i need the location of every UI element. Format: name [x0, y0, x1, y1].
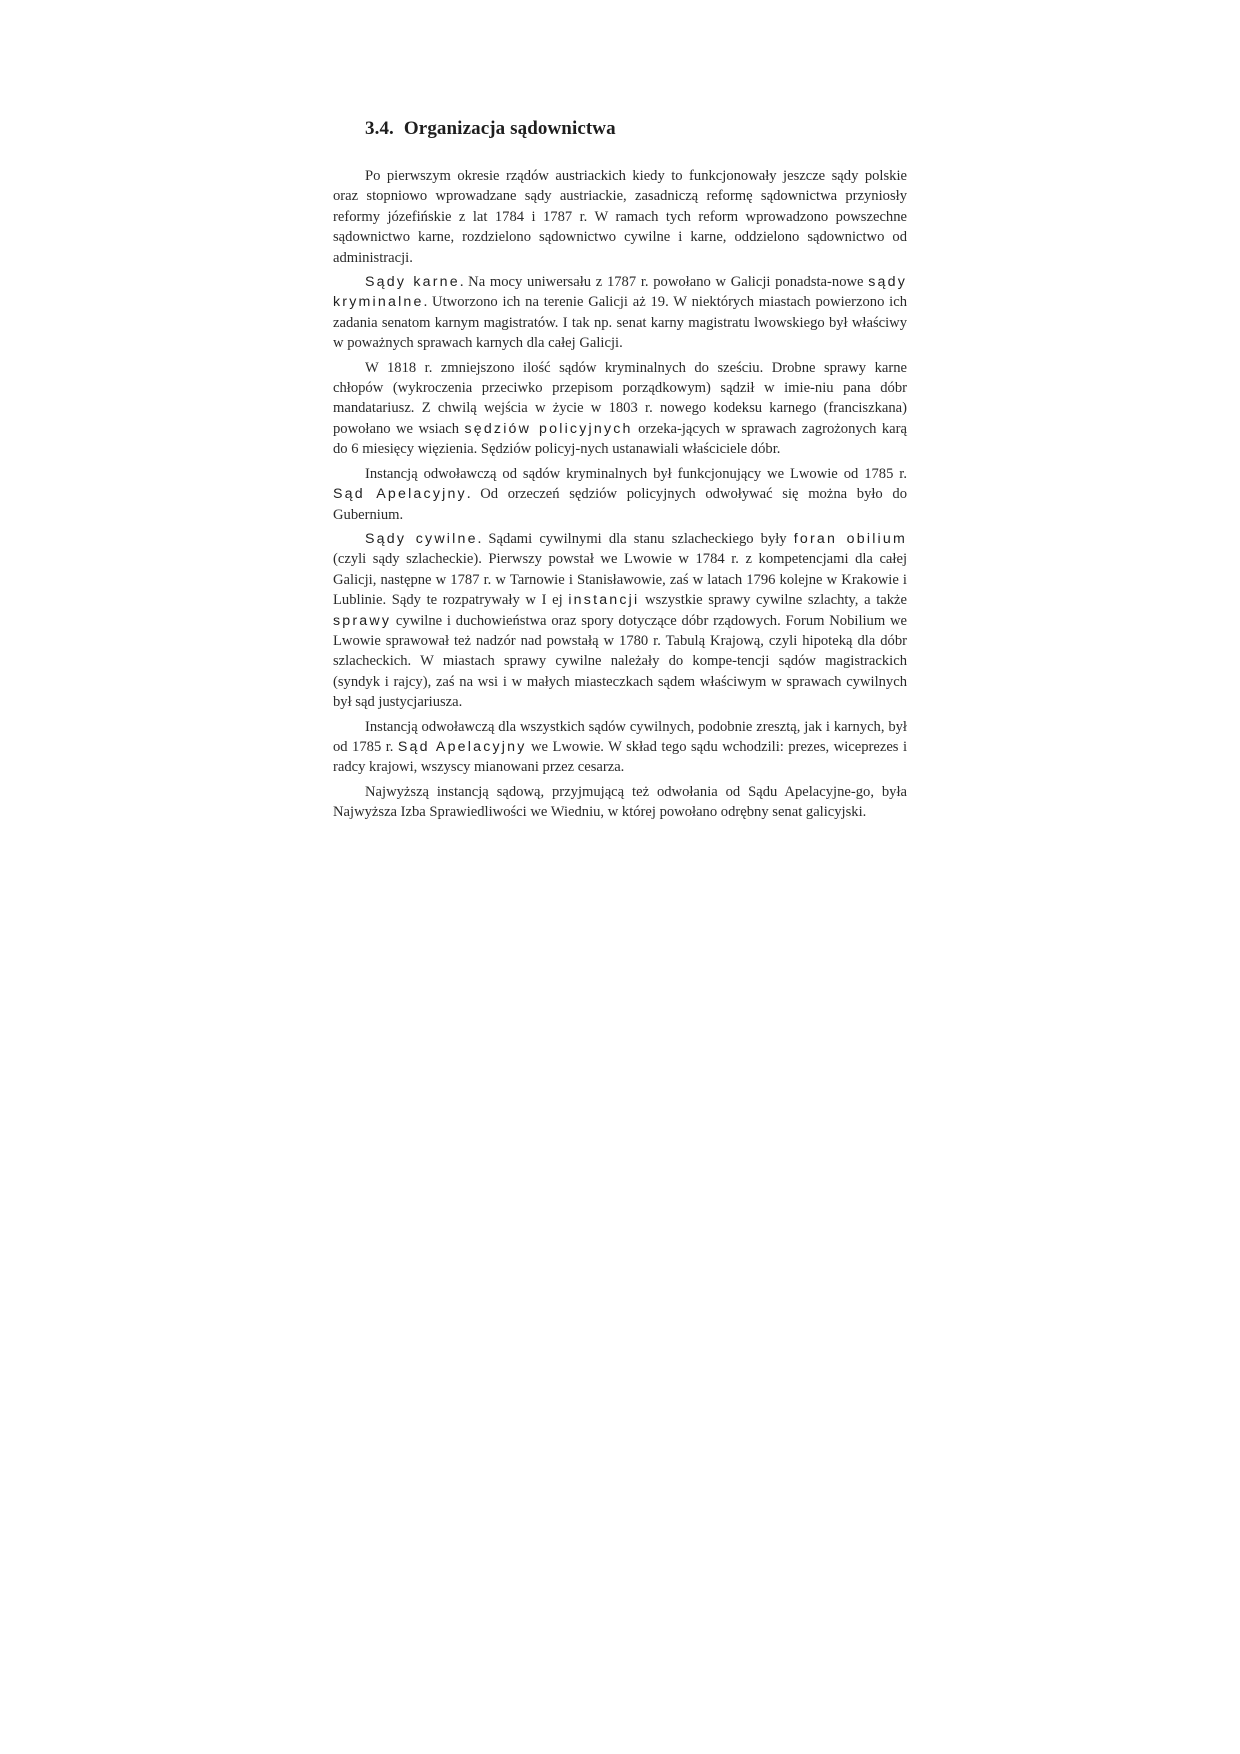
spaced-term: sprawy	[333, 612, 392, 629]
spaced-term: sędziów policyjnych	[464, 420, 633, 437]
spaced-term: foran obilium	[793, 530, 908, 547]
paragraph-5: Sądy cywilne. Sądami cywilnymi dla stanu szlacheckiego były foran obilium (czyli sądy szlacheckie). Pierwszy powstał we Lwowie w 1784 r. z kompetencjami dla całej Galicji, następne w 1787 r. w Tarnowie i Stanisławowie, zaś w latach 1796 kolejne w Krakowie i Lublinie. Sądy te rozpatrywały w I ej instancji wszystkie sprawy cywilne szlachty, a także sprawy cywilne i duchowieństwa oraz spory dotyczące dóbr rządowych. Forum Nobilium we Lwowie sprawował też nadzór nad powstałą w 1780 r. Tabulą Krajową, czyli hipoteką dla dóbr szlacheckich. W miastach sprawy cywilne należały do kompe-tencji sądów magistrackich (syndyk i rajcy), zaś na wsi i w małych miasteczkach sądem właściwym w sprawach cywilnych był sąd justycjariusza.	[333, 530, 908, 711]
spaced-term: Sąd Apelacyjny	[333, 486, 467, 503]
section-heading	[365, 118, 907, 140]
spaced-term: Sądy karne	[365, 274, 460, 291]
section-title: Organizacja sądownictwa	[403, 118, 616, 139]
paragraph-2: Sądy karne. Na mocy uniwersału z 1787 r. powołano w Galicji ponadsta-nowe sądy kryminalne. Utworzono ich na terenie Galicji aż 19. W niektórych miastach powierzono ich zadania senatom karnym magistratów. I tak np. senat karny magistratu lwowskiego był właściwy w poważnych sprawach karnych dla całej Galicji.	[333, 274, 907, 352]
spaced-term: sądy kryminalne	[333, 274, 907, 311]
paragraph-3: W 1818 r. zmniejszono ilość sądów kryminalnych do sześciu. Drobne sprawy karne chłopów (wykroczenia przeciwko przepisom porządkowym) sądził w imie-niu pana dóbr mandatariusz. Z chwilą wejścia w życie w 1803 r. nowego kodeksu karnego (franciszkana) powołano we wsiach sędziów policyjnych orzeka-jących w sprawach zagrożonych karą do 6 miesięcy więzienia. Sędziów policyj-nych ustanawiali właściciele dóbr.	[333, 359, 907, 458]
paragraph-4: Instancją odwoławczą od sądów kryminalnych był funkcjonujący we Lwowie od 1785 r. Sąd Apelacyjny. Od orzeczeń sędziów policyjnych odwoływać się można było do Gubernium.	[333, 465, 908, 523]
spaced-term: Sądy cywilne	[365, 530, 478, 547]
paragraph-6: Instancją odwoławczą dla wszystkich sądów cywilnych, podobnie zresztą, jak i karnych, był od 1785 r. Sąd Apelacyjny we Lwowie. W skład tego sądu wchodzili: prezes, wiceprezes i radcy krajowi, wszyscy mianowani przez cesarza.	[333, 718, 908, 776]
paragraph-1: Po pierwszym okresie rządów austriackich kiedy to funkcjonowały jeszcze sądy polskie oraz stopniowo wprowadzane sądy austriackie, zasadniczą reformę sądownictwa przyniosły reformy józefińskie z lat 1784 i 1787 r. W ramach tych reform wprowadzono powszechne sądownictwo karne, rozdzielono sądownictwo cywilne i karne, oddzielono sądownictwo od administracji.	[333, 168, 907, 266]
document-body	[333, 118, 907, 827]
paragraph-7: Najwyższą instancją sądową, przyjmującą też odwołania od Sądu Apelacyjne-go, była Najwyższa Izba Sprawiedliwości we Wiedniu, w której powołano odrębny senat galicyjski.	[333, 783, 907, 821]
section-number: 3.4.	[365, 118, 394, 139]
spaced-term: instancji	[568, 592, 640, 609]
spaced-term: Sąd Apelacyjny	[397, 738, 527, 755]
